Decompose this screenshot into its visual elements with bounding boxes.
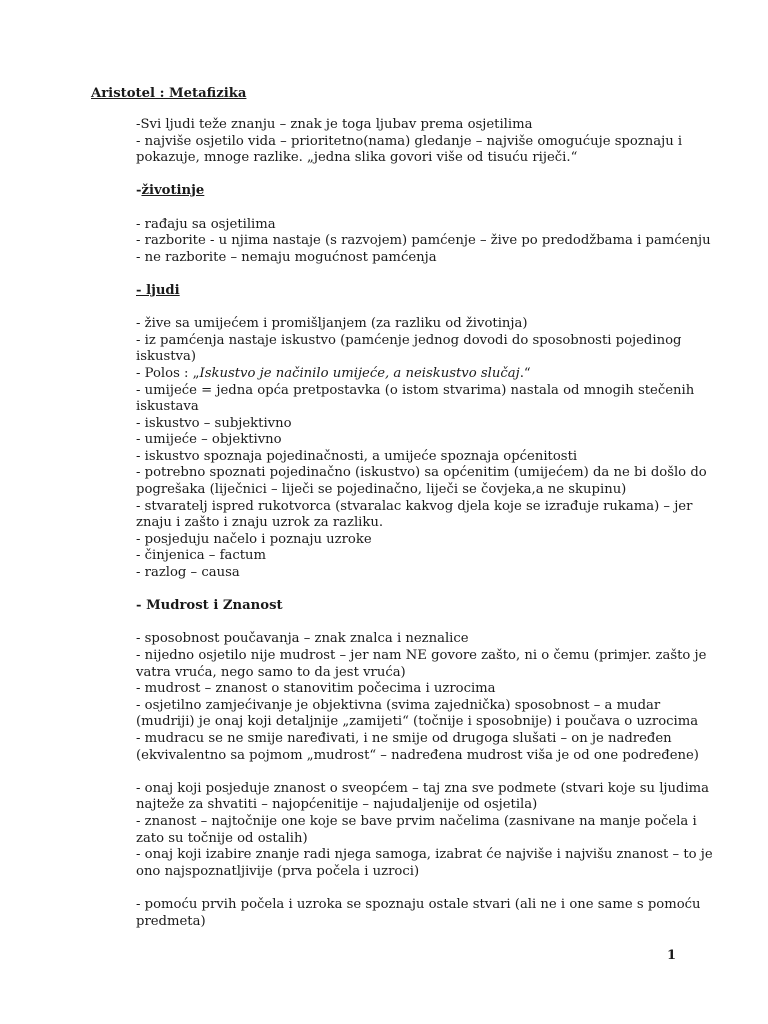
line-text: pokazuje, mnoge razlike. „jedna slika govori više od tisuću riječi.“ [136,150,578,166]
text-line [136,831,696,848]
text-line [136,814,696,831]
line-text: najteže za shvatiti – najopćenitije – najudaljenije od osjetila) [136,797,538,813]
line-text: - umijeće – objektivno [136,432,282,448]
line-text: iskustava [136,399,199,415]
line-text: - Polos : „ [136,365,200,381]
line-text: - onaj koji izabire znanje radi njega samoga, izabrat će najviše i najvišu znanost – to je [136,847,713,863]
line-text: - žive sa umijećem i promišljanjem (za razliku od životinja) [136,316,528,332]
heading-prefix: - [136,183,142,199]
text-line [136,665,696,682]
line-text: - stvaratelj ispred rukotvorca (stvaralac kakvog djela koje se izrađuje rukama) – jer [136,498,693,514]
text-line [136,333,696,350]
text-line [136,366,696,383]
line-text: -Svi ljudi teže znanju – znak je toga ljubav prema osjetilima [136,117,533,132]
line-text: - ne razborite – nemaju mogućnost pamćenja [136,249,437,265]
text-line [136,482,696,499]
line-text: - razlog – causa [136,565,240,581]
line-text: pogrešaka (liječnici – liječi se pojedinačno, liječi se čovjeka,a ne skupinu) [136,482,627,498]
text-line [136,416,696,433]
line-text: - iskustvo – subjektivno [136,415,292,431]
line-text: ono najspoznatljivije (prva počela i uzroci) [136,863,420,879]
text-line [136,383,696,400]
text-line [136,631,696,648]
text-line [136,465,707,482]
line-text: zato su točnije od ostalih) [136,830,308,846]
line-text: - rađaju sa osjetilima [136,216,276,232]
line-text: (ekvivalentno sa pojmom „mudrost“ – nadređena mudrost viša je od one podređene) [136,747,699,763]
line-text: - iz pamćenja nastaje iskustvo (pamćenje jednog dovodi do sposobnosti pojedinog [136,332,682,348]
text-line [136,532,696,549]
text-line [136,864,696,881]
text-line [136,134,696,151]
text-line [136,914,696,931]
line-text: znaju i zašto i znaju uzrok za razliku. [136,515,384,531]
line-text: - sposobnost poučavanja – znak znalca i neznalice [136,631,469,647]
heading-text: - ljudi [136,282,180,298]
text-line [136,731,696,748]
line-text: - znanost – najtočnije one koje se bave prvim načelima (zasnivane na manje počela i [136,813,697,829]
text-line [136,150,696,167]
text-line [136,449,696,466]
line-text: - mudrost – znanost o stanovitim počecima i uzrocima [136,681,496,697]
line-text: - onaj koji posjeduje znanost o sveopćem – taj zna sve podmete (stvari koje su ljudima [136,780,710,796]
line-text: - potrebno spoznati pojedinačno (iskustvo) sa općenitim (umijećem) da ne bi došlo do [136,465,707,481]
text-line [136,797,696,814]
text-line [136,349,696,366]
text-line [136,714,699,731]
section-heading [136,283,696,300]
line-text: iskustva) [136,349,196,365]
section-heading [136,598,696,615]
line-text: - umijeće = jedna opća pretpostavka (o istom stvarima) nastala od mnogih stečenih [136,382,695,398]
text-line [136,780,710,798]
line-text: (mudriji) je onaj koji detaljnije „zamijeti“ (točnije i sposobnije) i poučava o uzrocima [136,714,699,730]
line-text: - osjetilno zamjećivanje je objektivna (svima zajednička) sposobnost – a mudar [136,697,661,713]
line-text: - mudracu se ne smije naređivati, i ne smije od drugoga slušati – on je nadređen [136,730,672,746]
line-text: - najviše osjetilo vida – prioritetno(nama) gledanje – najviše omogućuje spoznaju i [136,133,683,149]
section-heading [136,183,696,200]
line-text: predmeta) [136,913,206,929]
text-line [136,698,696,715]
line-text: - nijedno osjetilo nije mudrost – jer nam NE govore zašto, ni o čemu (primjer. zašto je [136,648,707,663]
text-line [136,565,696,582]
text-line [136,548,696,565]
text-line [136,233,711,250]
text-line [136,648,707,665]
document-body [136,117,713,930]
text-line [136,217,696,234]
text-line [136,747,699,765]
text-line [136,117,696,134]
line-text: - razborite - u njima nastaje (s razvojem) pamćenje – žive po predodžbama i pamćenju [136,233,711,249]
quote-italic: Iskustvo je načinilo umijeće, a neiskustvo slučaj [199,365,520,381]
text-line [136,515,696,532]
line-text: - iskustvo spoznaja pojedinačnosti, a umijeće spoznaja općenitosti [136,448,578,464]
text-line [136,896,701,914]
line-text: - pomoću prvih počela i uzroka se spoznaju ostale stvari (ali ne i one same s pomoću [136,896,701,912]
page-number: 1 [667,948,677,963]
line-suffix: .“ [519,365,531,381]
text-line [136,316,696,333]
text-line [136,250,696,267]
line-text: - posjeduju načelo i poznaju uzroke [136,531,372,547]
text-line [136,399,696,416]
text-line [136,499,696,516]
document-title: Aristotel : Metafizika [91,86,247,101]
line-text: - činjenica – factum [136,548,267,564]
text-line [136,432,696,449]
text-line [136,681,696,698]
heading-text: životinje [141,183,205,199]
heading-text: - Mudrost i Znanost [136,598,283,614]
text-line [136,847,713,864]
line-text: vatra vruća, nego samo to da jest vruća) [136,664,406,680]
